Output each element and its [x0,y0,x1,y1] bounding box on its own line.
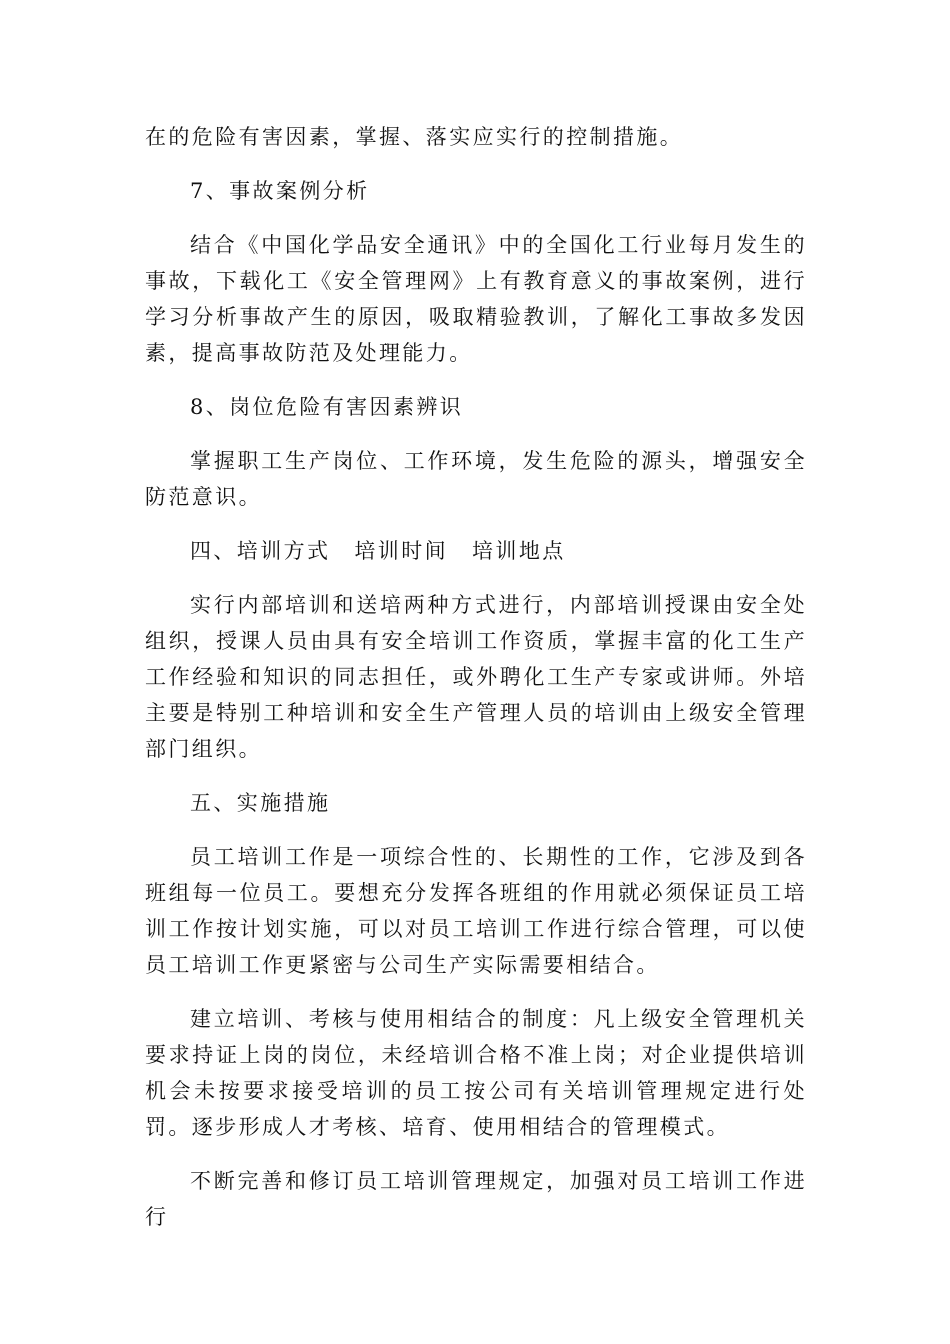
paragraph-training-system: 建立培训、考核与使用相结合的制度：凡上级安全管理机关要求持证上岗的岗位，未经培训合格不准上岗；对企业提供培训机会未按要求接受培训的员工按公司有关培训管理规定进行处罚。逐步形成人才考核、培育、使用相结合的管理模式。 [145,1007,807,1139]
paragraph-training-regulations: 不断完善和修订员工培训管理规定，加强对员工培训工作进行 [145,1169,807,1229]
paragraph-hazard-identification: 掌握职工生产岗位、工作环境，发生危险的源头，增强安全防范意识。 [145,449,807,509]
section-heading-implementation-measures: 五、实施措施 [190,791,331,815]
heading-part-training-time: 培训时间 [354,539,449,563]
section-heading-training-method [145,533,807,569]
paragraph-training-method: 实行内部培训和送培两种方式进行，内部培训授课由安全处组织，授课人员由具有安全培训工作资质，掌握丰富的化工生产工作经验和知识的同志担任，或外聘化工生产专家或讲师。外培主要是特别工种培训和安全生产管理人员的培训由上级安全管理部门组织。 [145,593,807,761]
paragraph-implementation-overview: 员工培训工作是一项综合性的、长期性的工作，它涉及到各班组每一位员工。要想充分发挥各班组的作用就必须保证员工培训工作按计划实施，可以对员工培训工作进行综合管理，可以使员工培训工作更紧密与公司生产实际需要相结合。 [145,845,807,977]
paragraph-accident-case-analysis: 结合《中国化学品安全通讯》中的全国化工行业每月发生的事故，下载化工《安全管理网》上有教育意义的事故案例，进行学习分析事故产生的原因，吸取精验教训，了解化工事故多发因素，提高事故防范及处理能力。 [145,233,807,365]
heading-part-training-location: 培训地点 [472,539,566,563]
heading-part-training-method: 四、培训方式 [190,539,331,563]
document-body [145,119,807,1253]
section-heading-hazard-identification: 8、岗位危险有害因素辨识 [190,395,464,419]
section-heading-accident-case-analysis: 7、事故案例分析 [190,179,370,203]
paragraph-continuation: 在的危险有害因素，掌握、落实应实行的控制措施。 [145,125,684,149]
